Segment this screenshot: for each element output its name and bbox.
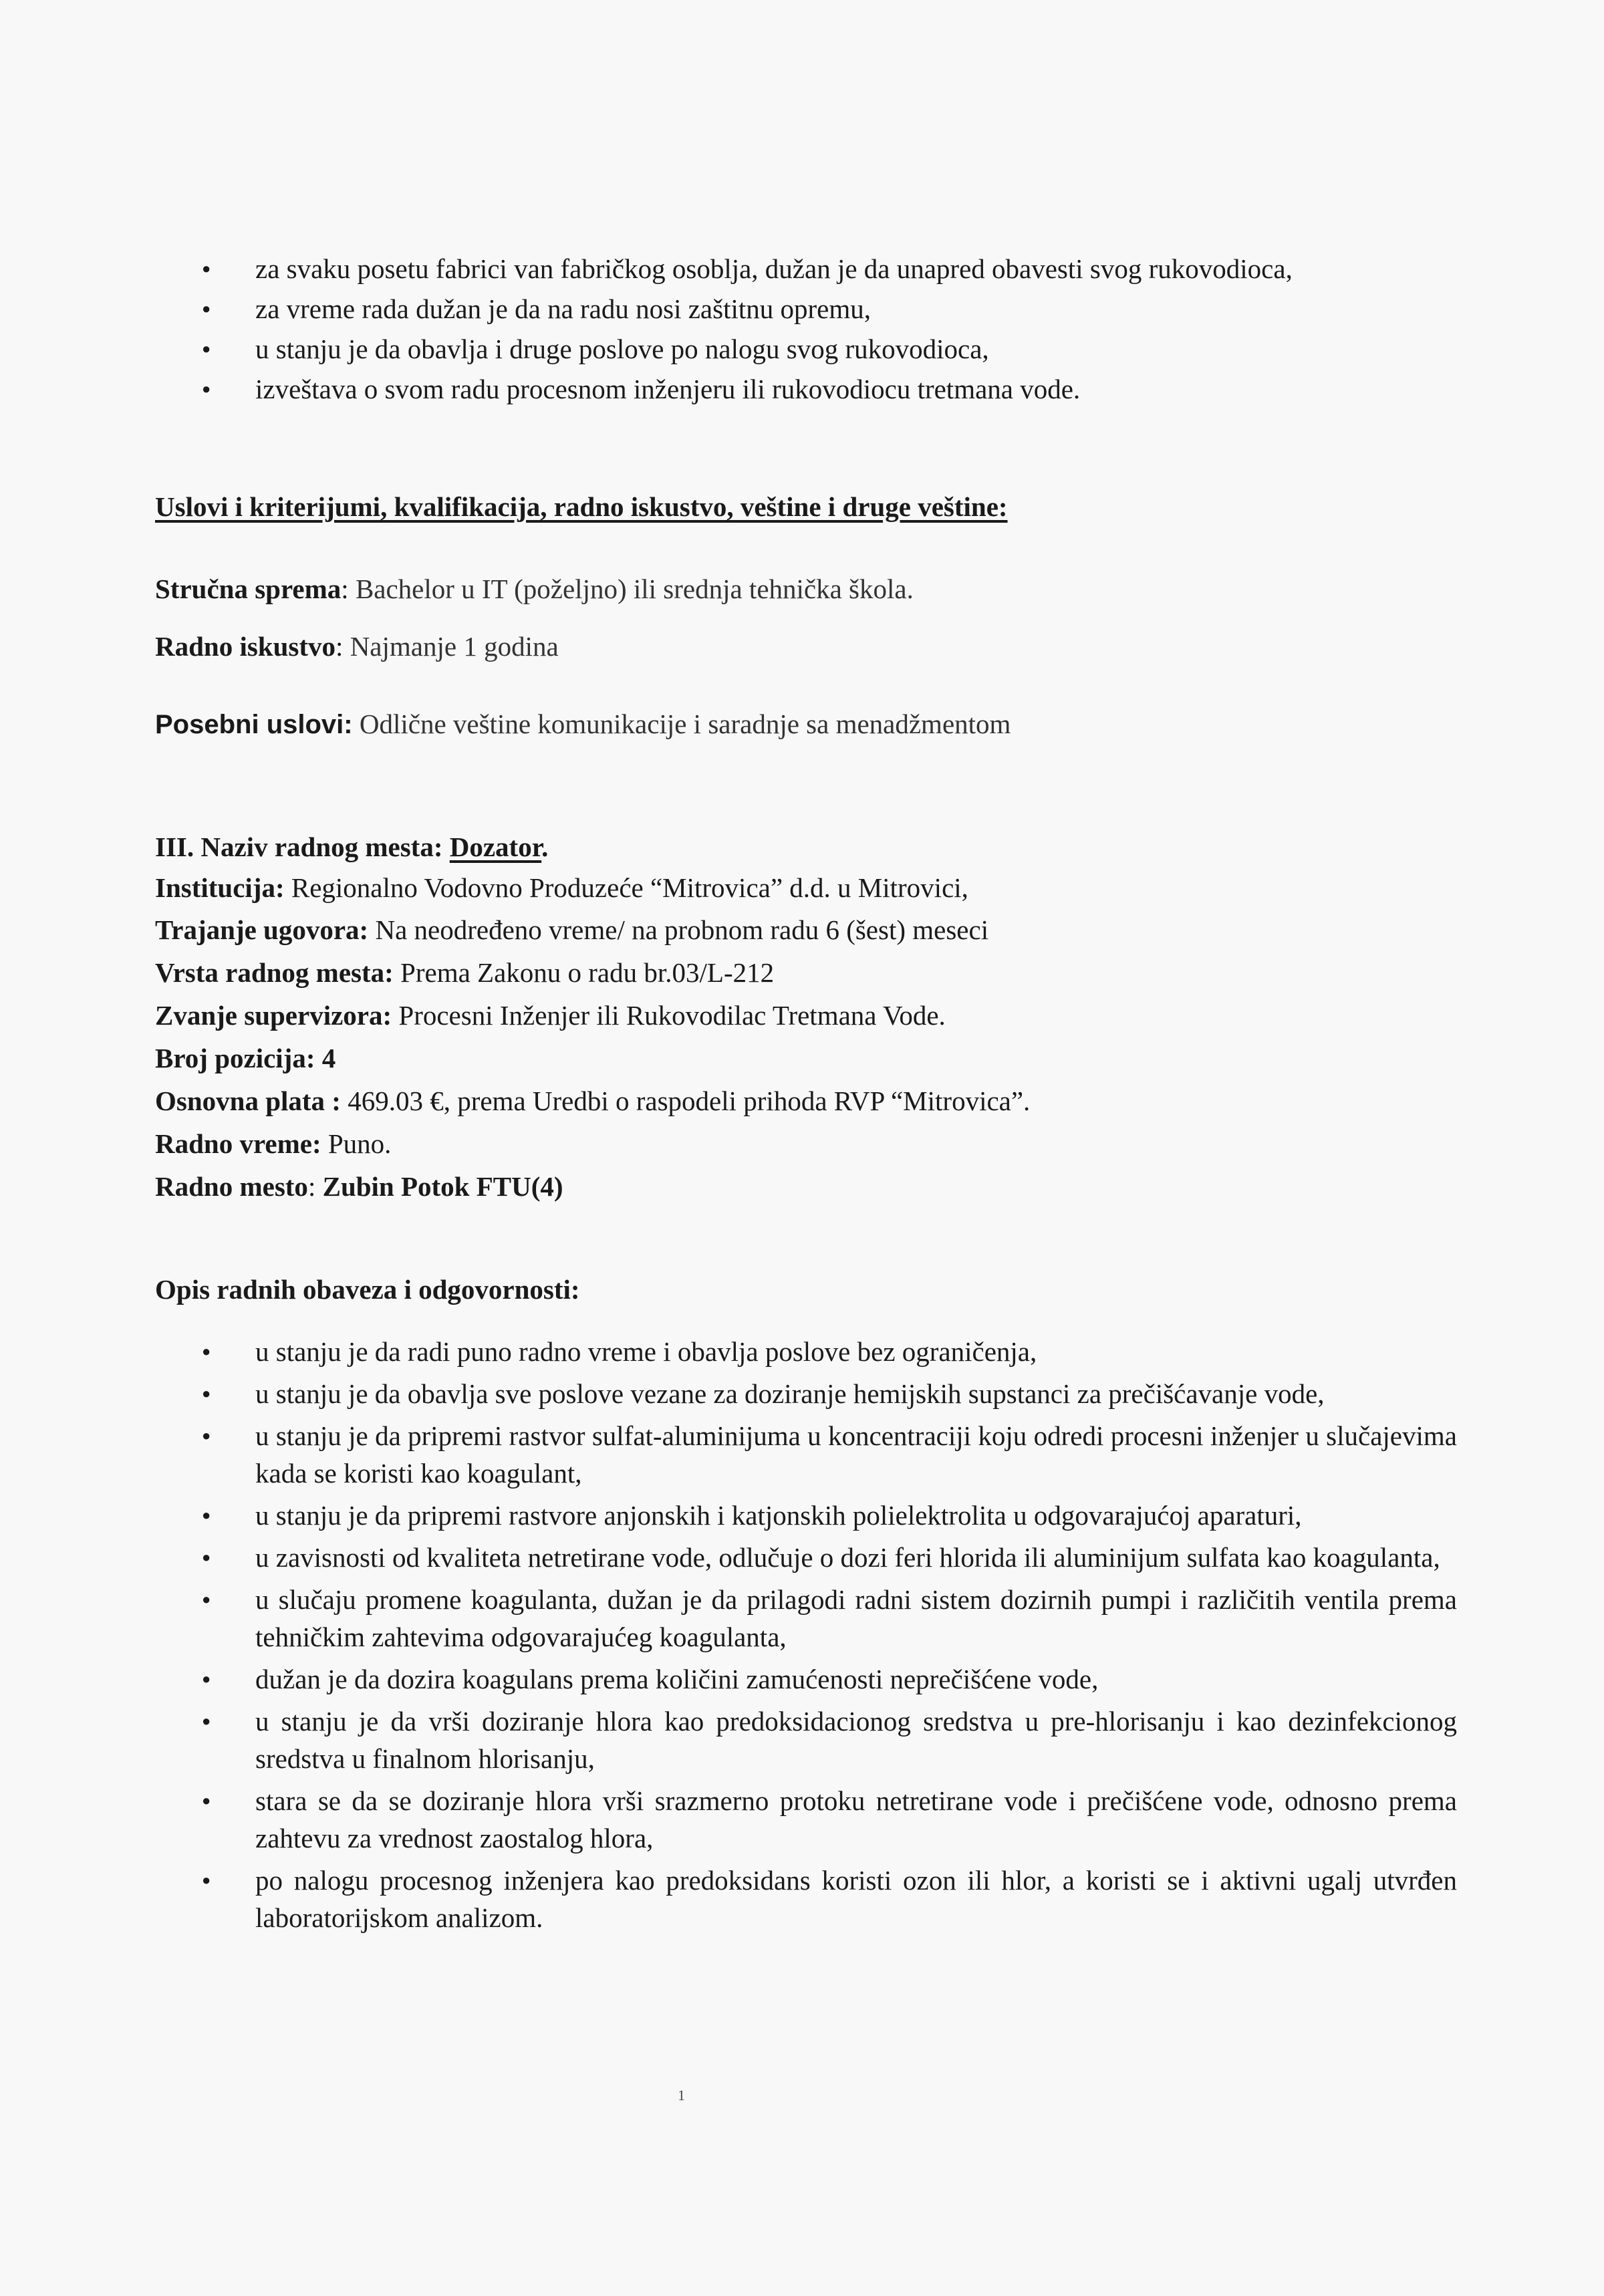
supervisor-value: Procesni Inženjer ili Rukovodilac Tretmana Vode.: [398, 1000, 946, 1031]
location-label: Radno mesto: [155, 1171, 308, 1202]
supervisor-label: Zvanje supervizora:: [155, 1000, 392, 1031]
list-item: ● u stanju je da obavlja sve poslove vezane za doziranje hemijskih supstanci za prečišćavanje vode,: [200, 1375, 1457, 1412]
page-number: 1: [678, 2087, 685, 2103]
contract-value: Na neodređeno vreme/ na probnom radu 6 (šest) meseci: [375, 914, 989, 945]
worktime-line: [155, 1126, 391, 1161]
salary-line: [155, 1083, 1030, 1118]
list-item: ● u stanju je da pripremi rastvor sulfat-aluminijuma u koncentraciji koju odredi procesni inženjer u slučajevima kada se koristi kao koagulant,: [200, 1417, 1457, 1492]
position-title: Dozator: [449, 832, 542, 862]
contract-label: Trajanje ugovora:: [155, 914, 369, 945]
list-item: ● dužan je da dozira koagulans prema količini zamućenosti neprečišćene vode,: [200, 1660, 1457, 1698]
contract-line: [155, 912, 988, 947]
experience-label: Radno iskustvo: [155, 631, 336, 662]
position-heading-label: III. Naziv radnog mesta:: [155, 832, 450, 862]
list-item: ● u stanju je da radi puno radno vreme i obavlja poslove bez ograničenja,: [200, 1333, 1457, 1370]
institution-label: Institucija:: [155, 872, 285, 903]
special-conditions-value: Odlične veštine komunikacije i saradnje sa menadžmentom: [359, 709, 1011, 739]
list-item: ● u zavisnosti od kvaliteta netretirane vode, odlučuje o dozi feri hlorida ili aluminijum sulfata kao koagulanta,: [200, 1539, 1457, 1576]
list-item: ● u stanju je da vrši doziranje hlora kao predoksidacionog sredstva u pre-hlorisanju i kao dezinfekcionog sredstva u finalnom hlorisanju,: [200, 1702, 1457, 1777]
list-item: ● za vreme rada dužan je da na radu nosi zaštitnu opremu,: [200, 290, 1457, 328]
position-heading: III. Naziv radnog mesta: Dozator.: [155, 832, 549, 862]
duties-list: [200, 1333, 1457, 1941]
location-value: Zubin Potok FTU(4): [322, 1171, 563, 1202]
special-conditions-label: Posebni uslovi:: [155, 710, 353, 739]
institution-line: [155, 870, 968, 905]
duties-heading: Opis radnih obaveza i odgovornosti:: [155, 1274, 580, 1305]
list-item: ● po nalogu procesnog inženjera kao predoksidans koristi ozon ili hlor, a koristi se i aktivni ugalj utvrđen laboratorijskom analizom.: [200, 1862, 1457, 1936]
education-label: Stručna sprema: [155, 573, 342, 604]
salary-value: 469.03 €, prema Uredbi o raspodeli prihoda RVP “Mitrovica”.: [348, 1086, 1031, 1116]
position-type-value: Prema Zakonu o radu br.03/L-212: [400, 957, 775, 988]
worktime-label: Radno vreme:: [155, 1128, 321, 1159]
location-line: Radno mesto: Zubin Potok FTU(4): [155, 1171, 563, 1202]
list-item: ● za svaku posetu fabrici van fabričkog osoblja, dužan je da unapred obavesti svog rukovodioca,: [200, 250, 1457, 287]
institution-value: Regionalno Vodovno Produzeće “Mitrovica” d.d. u Mitrovici,: [291, 872, 968, 903]
education-line: Stručna sprema: Bachelor u IT (poželjno) ili srednja tehnička škola.: [155, 573, 914, 604]
salary-label: Osnovna plata :: [155, 1086, 341, 1116]
education-value: Bachelor u IT (poželjno) ili srednja tehnička škola.: [355, 573, 914, 604]
list-item: ● u slučaju promene koagulanta, dužan je da prilagodi radni sistem dozirnih pumpi i različitih ventila prema tehničkim zahtevima odgovarajućeg koagulanta,: [200, 1581, 1457, 1656]
list-item: ● izveštava o svom radu procesnom inženjeru ili rukovodiocu tretmana vode.: [200, 370, 1457, 408]
supervisor-line: [155, 998, 946, 1033]
experience-value: Najmanje 1 godina: [350, 631, 559, 662]
worktime-value: Puno.: [327, 1128, 392, 1159]
special-conditions-line: [155, 707, 1011, 742]
positions-count: Broj pozicija: 4: [155, 1043, 336, 1073]
responsibilities-list: [200, 250, 1457, 410]
list-item: ● u stanju je da pripremi rastvore anjonskih i katjonskih polielektrolita u odgovarajućoj aparaturi,: [200, 1497, 1457, 1534]
conditions-heading: Uslovi i kriterijumi, kvalifikacija, radno iskustvo, veštine i druge veštine:: [155, 491, 1008, 522]
list-item: ● stara se da se doziranje hlora vrši srazmerno protoku netretirane vode i prečišćene vode, odnosno prema zahtevu za vrednost zaostalog hlora,: [200, 1782, 1457, 1857]
position-type-label: Vrsta radnog mesta:: [155, 957, 394, 988]
position-type-line: [155, 955, 774, 990]
experience-line: Radno iskustvo: Najmanje 1 godina: [155, 631, 559, 662]
list-item: ● u stanju je da obavlja i druge poslove po nalogu svog rukovodioca,: [200, 330, 1457, 368]
